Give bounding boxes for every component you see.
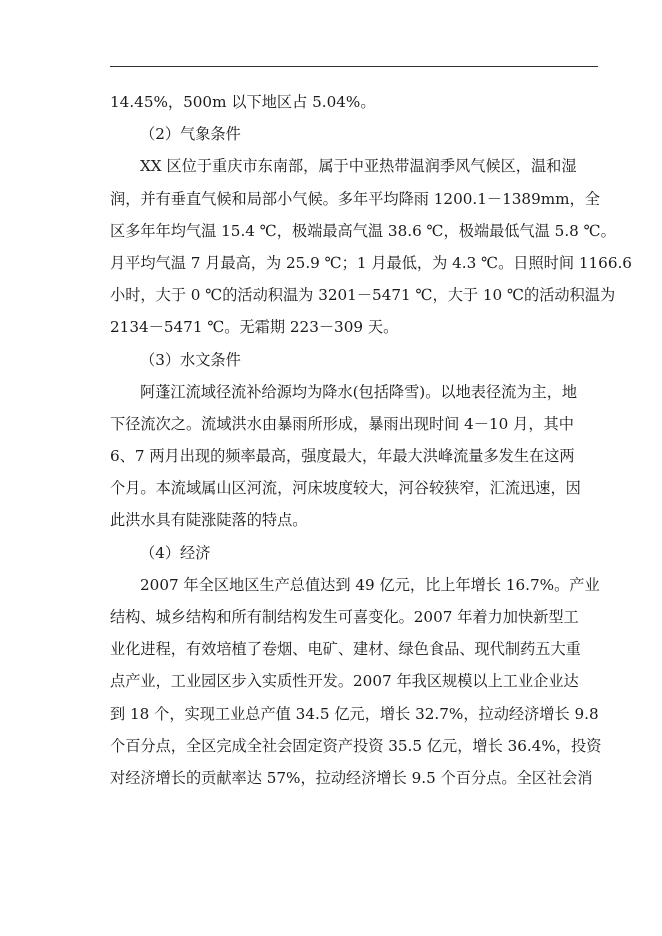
paragraph-line: 月平均气温 7 月最高，为 25.9 ℃；1 月最低，为 4.3 ℃。日照时间 1166.6 xyxy=(110,253,632,272)
header-rule xyxy=(110,66,598,67)
paragraph-line: 到 18 个，实现工业总产值 34.5 亿元，增长 32.7%，拉动经济增长 9.8 xyxy=(110,704,599,723)
paragraph-line: 此洪水具有陡涨陡落的特点。 xyxy=(110,511,308,530)
document-body xyxy=(110,86,632,794)
paragraph-line: 个百分点，全区完成全社会固定资产投资 35.5 亿元，增长 36.4%，投资 xyxy=(110,736,602,755)
paragraph-line: 6、7 两月出现的频率最高，强度最大，年最大洪峰流量多发生在这两 xyxy=(110,447,575,466)
paragraph-line: 个月。本流域属山区河流，河床坡度较大，河谷较狭窄，汇流迅速，因 xyxy=(110,479,581,498)
paragraph-line: 对经济增长的贡献率达 57%，拉动经济增长 9.5 个百分点。全区社会消 xyxy=(110,768,593,787)
paragraph-line: 点产业，工业园区步入实质性开发。2007 年我区规模以上工业企业达 xyxy=(110,672,579,691)
paragraph-line: 下径流次之。流域洪水由暴雨所形成，暴雨出现时间 4－10 月，其中 xyxy=(110,414,574,433)
paragraph-line: 小时，大于 0 ℃的活动积温为 3201－5471 ℃，大于 10 ℃的活动积温为 xyxy=(110,286,616,305)
paragraph-line: 区多年年均气温 15.4 ℃，极端最高气温 38.6 ℃，极端最低气温 5.8 ℃。 xyxy=(110,221,616,240)
paragraph-line: 2134－5471 ℃。无霜期 223－309 天。 xyxy=(110,318,399,337)
section-heading-hydrology: （3）水文条件 xyxy=(140,350,241,369)
paragraph-line: 14.45%，500m 以下地区占 5.04%。 xyxy=(110,93,376,111)
paragraph-line: XX 区位于重庆市东南部，属于中亚热带温润季风气候区，温和湿 xyxy=(140,157,577,176)
paragraph-line: 润，并有垂直气候和局部小气候。多年平均降雨 1200.1－1389mm，全 xyxy=(110,189,600,208)
paragraph-line: 结构、城乡结构和所有制结构发生可喜变化。2007 年着力加快新型工 xyxy=(110,608,579,626)
section-heading-climate: （2）气象条件 xyxy=(140,125,241,144)
paragraph-line: 阿蓬江流域径流补给源均为降水(包括降雪)。以地表径流为主，地 xyxy=(140,382,578,401)
paragraph-line: 业化进程，有效培植了卷烟、电矿、建材、绿色食品、现代制药五大重 xyxy=(110,640,581,659)
paragraph-line: 2007 年全区地区生产总值达到 49 亿元，比上年增长 16.7%。产业 xyxy=(140,575,600,594)
section-heading-economy: （4）经济 xyxy=(140,543,211,562)
